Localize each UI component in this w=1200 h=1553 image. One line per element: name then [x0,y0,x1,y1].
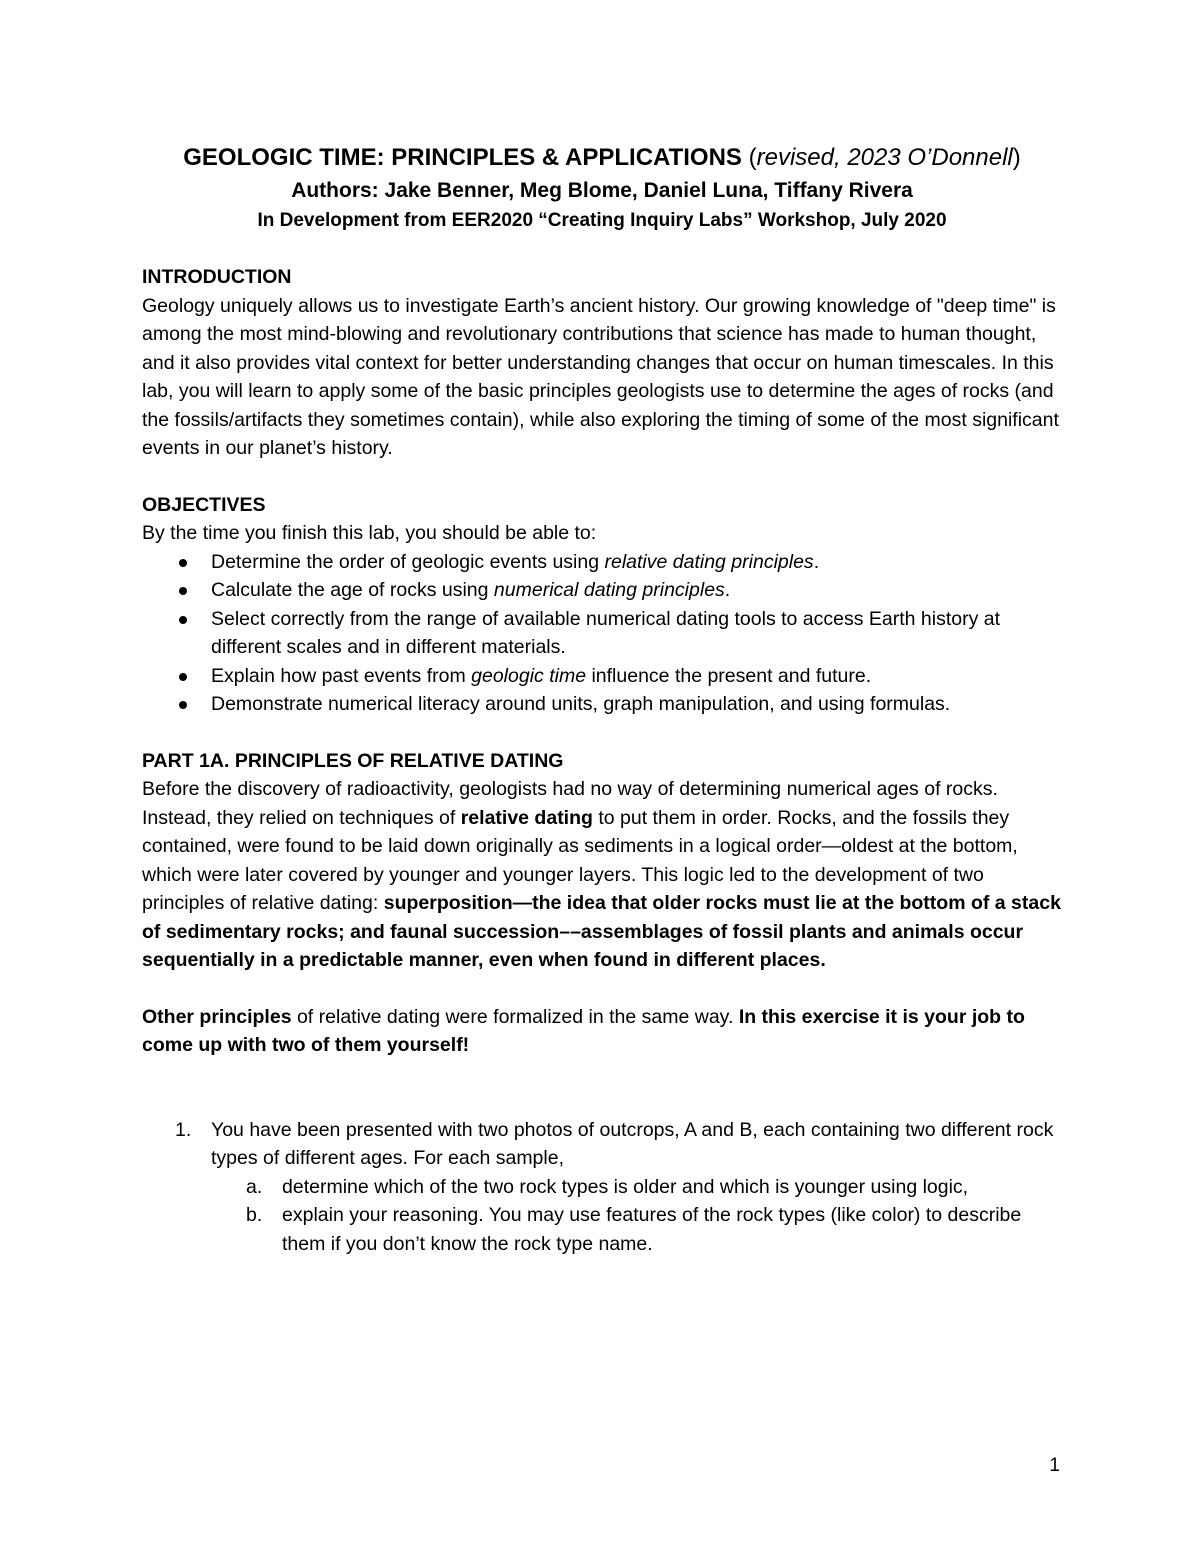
introduction-heading: INTRODUCTION [142,266,292,288]
list-item [211,662,1062,691]
paragraph-text: to put them in order. Rocks, and the fossils they contained, were found to be laid down originally as sediments in a logical order—oldest at the bottom, which were later covered by younger and younger layers. This logic led to the development of two principles of relative dating: [142,806,1018,914]
bullet-icon [179,701,187,709]
objective-emphasis: relative dating principles [604,550,814,573]
objectives-heading: OBJECTIVES [142,493,266,516]
page-number: 1 [1049,1455,1060,1476]
bullet-icon [179,587,187,595]
title-text: GEOLOGIC TIME: PRINCIPLES & APPLICATIONS [183,144,742,171]
subquestion-item [246,1201,1062,1258]
list-item [211,548,1062,577]
part-1a-paragraph [142,775,1062,975]
bullet-icon [179,559,187,567]
objective-text: Determine the order of geologic events using [211,550,605,573]
subquestion-letter: b. [246,1204,263,1226]
objective-text-end: influence the present and future. [586,664,872,687]
list-item [211,605,1062,662]
introduction-paragraph: Geology uniquely allows us to investigate Earth’s ancient history. Our growing knowledge of "deep time" is among the most mind-blowing and revolutionary contributions that science has made to human thought, and it also provides vital context for better understanding changes that occur on human timescales. In this lab, you will learn to apply some of the basic principles geologists use to determine the ages of rocks (and the fossils/artifacts they sometimes contain), while also exploring the timing of some of the most significant events in our planet’s history. [142,294,1059,459]
objective-text-end: . [813,550,820,573]
paragraph-text: of relative dating were formalized in the same way. [291,1005,739,1028]
objective-emphasis: numerical dating principles [493,579,725,601]
document-title [142,142,1062,174]
relative-dating-term: relative dating [460,806,593,829]
objective-text: Select correctly from the range of available numerical dating tools to access Earth history at different scales and in different materials. [211,607,1001,658]
other-principles-term: Other principles [142,1005,292,1028]
subquestion-text: determine which of the two rock types is older and which is younger using logic, [282,1175,969,1198]
questions-list [142,1116,1062,1259]
revision-close-paren: ) [1012,144,1021,171]
question-number: 1. [175,1118,192,1141]
authors-line: Authors: Jake Benner, Meg Blome, Daniel Luna, Tiffany Rivera [291,179,913,202]
subquestion-list [211,1173,1062,1259]
development-note: In Development from EER2020 “Creating Inquiry Labs” Workshop, July 2020 [257,210,947,231]
revision-note [742,144,1021,171]
objective-text: Demonstrate numerical literacy around units, graph manipulation, and using formulas. [211,693,951,715]
objective-text: Calculate the age of rocks using [211,579,494,601]
part-1a-heading: PART 1A. PRINCIPLES OF RELATIVE DATING [142,749,564,772]
principles-definition: superposition—the idea that older rocks must lie at the bottom of a stack of sedimentary rocks; and faunal succession––assemblages of fossil plants and animals occur sequentially in a predictable manner, even when found in different places. [142,892,1061,971]
subquestion-text: explain your reasoning. You may use features of the rock types (like color) to describe them if you don’t know the rock type name. [282,1204,1022,1255]
objectives-list [142,548,1062,719]
list-item [211,690,1062,719]
question-item [175,1116,1062,1259]
document-body [142,142,1062,1258]
objectives-intro: By the time you finish this lab, you should be able to: [142,522,597,544]
paragraph-text: Before the discovery of radioactivity, geologists had no way of determining numerical ages of rocks. Instead, they relied on techniques of [142,778,998,829]
revision-text: revised, 2023 O’Donnell [756,144,1013,171]
other-principles-paragraph [142,1003,1062,1060]
objective-text-end: . [724,579,731,601]
bullet-icon [179,673,187,681]
objective-emphasis: geologic time [471,664,587,687]
question-text: You have been presented with two photos of outcrops, A and B, each containing two different rock types of different ages. For each sample, [211,1118,1054,1169]
revision-open-paren: ( [741,144,757,171]
subquestion-item [246,1173,1062,1202]
list-item [211,576,1062,605]
exercise-instruction: In this exercise it is your job to come up with two of them yourself! [142,1005,1025,1056]
objective-text: Explain how past events from [211,664,472,687]
subquestion-letter: a. [246,1175,263,1198]
bullet-icon [179,616,187,624]
